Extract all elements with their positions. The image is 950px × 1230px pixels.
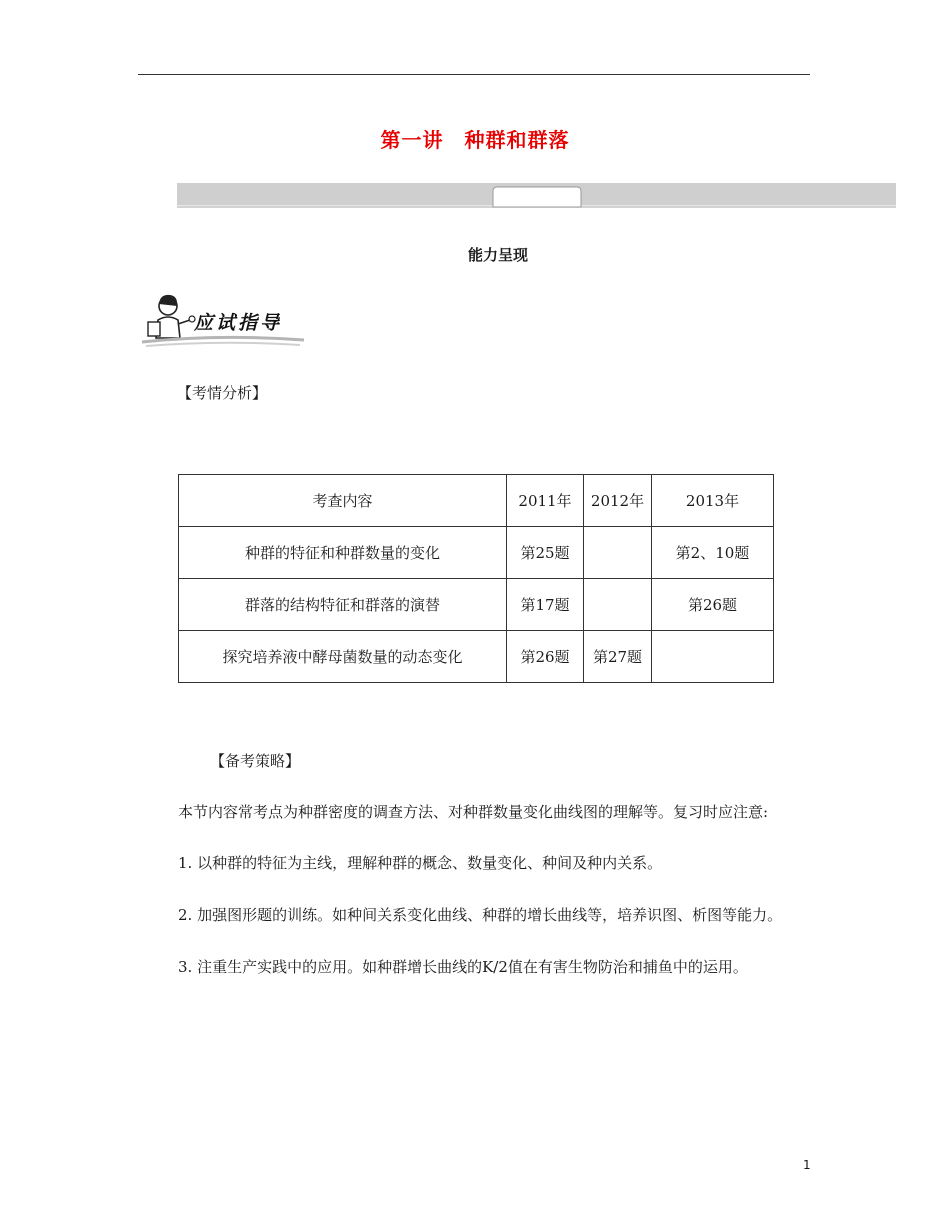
exam-analysis-table (178, 474, 774, 683)
table-cell: 第17题 (507, 579, 584, 631)
table-header-cell: 2011年 (507, 475, 584, 527)
table-cell: 种群的特征和种群数量的变化 (179, 527, 507, 579)
strategy-intro: 本节内容常考点为种群密度的调查方法、对种群数量变化曲线图的理解等。复习时应注意: (178, 803, 769, 821)
svg-text:应试指导: 应试指导 (194, 312, 283, 334)
table-cell (584, 527, 652, 579)
table-cell: 探究培养液中酵母菌数量的动态变化 (179, 631, 507, 683)
exam-analysis-label: 【考情分析】 (177, 384, 268, 402)
table-row (179, 631, 774, 683)
table-cell: 第2、10题 (652, 527, 774, 579)
table-row (179, 579, 774, 631)
exam-guide-logo (140, 290, 306, 348)
strategy-item: 2. 加强图形题的训练。如种间关系变化曲线、种群的增长曲线等，培养识图、析图等能力。 (178, 906, 783, 924)
table-cell: 第26题 (652, 579, 774, 631)
table-cell: 群落的结构特征和群落的演替 (179, 579, 507, 631)
section-banner (177, 183, 896, 209)
table-cell (652, 631, 774, 683)
page-number: 1 (803, 1158, 811, 1172)
table-cell (584, 579, 652, 631)
strategy-label: 【备考策略】 (210, 752, 301, 770)
table-cell: 第26题 (507, 631, 584, 683)
table-header-row (179, 475, 774, 527)
table-header-cell: 考查内容 (179, 475, 507, 527)
table-row (179, 527, 774, 579)
table-cell: 第27题 (584, 631, 652, 683)
table-cell: 第25题 (507, 527, 584, 579)
header-rule (138, 74, 810, 75)
subheading: 能力呈现 (467, 246, 528, 264)
strategy-item: 1. 以种群的特征为主线，理解种群的概念、数量变化、种间及种内关系。 (178, 854, 663, 872)
table-header-cell: 2012年 (584, 475, 652, 527)
lesson-title: 第一讲 种群和群落 (380, 128, 570, 152)
table-header-cell: 2013年 (652, 475, 774, 527)
strategy-item: 3. 注重生产实践中的应用。如种群增长曲线的K/2值在有害生物防治和捕鱼中的运用。 (178, 958, 748, 976)
